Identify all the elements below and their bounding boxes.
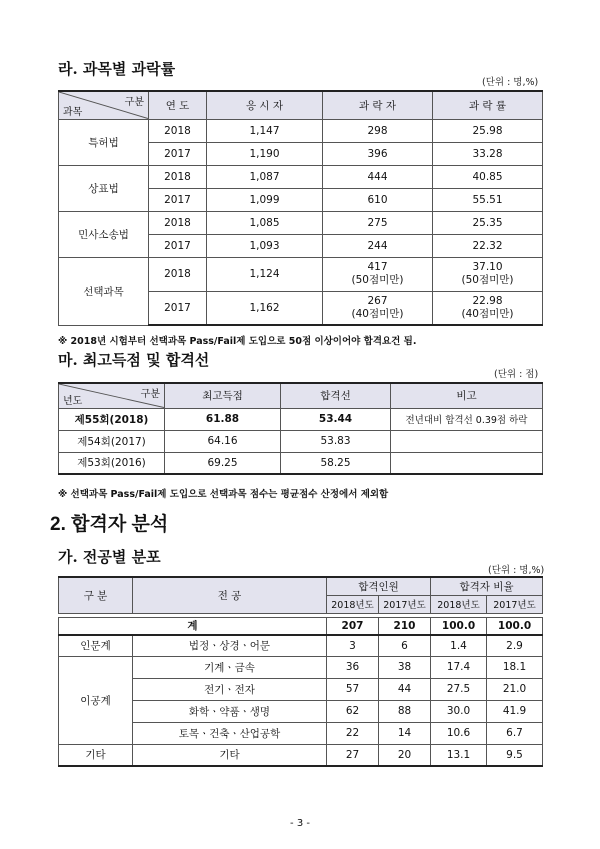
col-header: 합격인원: [327, 577, 431, 595]
col-header: 2017년도: [379, 595, 431, 613]
col-header: 합격자 비율: [431, 577, 543, 595]
table-row: 2017 1,099 610 55.51: [59, 188, 543, 211]
unit-label: (단위 : 명,%): [488, 565, 545, 576]
section-title-major-distribution: 가. 전공별 분포: [58, 548, 161, 566]
corner-header: 구분 과목: [59, 91, 149, 119]
col-header: 과 락 률: [433, 91, 543, 119]
table-row: 제55회(2018) 61.88 53.44 전년대비 합격선 0.39점 하락: [59, 408, 543, 430]
section-title-top-score: 마. 최고득점 및 합격선: [58, 351, 210, 369]
table-row: 민사소송법 2018 1,085 275 25.35: [59, 211, 543, 234]
fail-rate-table: [58, 90, 543, 326]
col-header: 합격선: [281, 383, 391, 408]
col-header: 2018년도: [431, 595, 487, 613]
table-row: 선택과목 2018 1,124 417 (50점미만) 37.10 (50점미만): [59, 257, 543, 291]
table-row: 기타 기타 27 20 13.1 9.5: [59, 744, 543, 766]
col-header: 최고득점: [165, 383, 281, 408]
corner-header: 구분 년도: [59, 383, 165, 408]
table-row: 상표법 2018 1,087 444 40.85: [59, 165, 543, 188]
table-row: 전기ㆍ전자 57 44 27.5 21.0: [59, 678, 543, 700]
table-row: 2017 1,190 396 33.28: [59, 142, 543, 165]
table-row: 이공계 기계ㆍ금속 36 38 17.4 18.1: [59, 656, 543, 678]
subject-cell: 특허법: [59, 119, 149, 165]
note-text: ※ 선택과목 Pass/Fail제 도입으로 선택과목 점수는 평균점수 산정에서 제외함: [58, 489, 389, 500]
total-row: 계 207 210 100.0 100.0: [59, 617, 543, 635]
subject-cell: 선택과목: [59, 257, 149, 325]
col-header: 2017년도: [487, 595, 543, 613]
top-score-table: [58, 382, 543, 475]
col-header: 연 도: [149, 91, 207, 119]
table-row: 2017 1,162 267 (40점미만) 22.98 (40점미만): [59, 291, 543, 325]
table-row: 2017 1,093 244 22.32: [59, 234, 543, 257]
subject-cell: 민사소송법: [59, 211, 149, 257]
table-row: 토목ㆍ건축ㆍ산업공학 22 14 10.6 6.7: [59, 722, 543, 744]
note-text: ※ 2018년 시험부터 선택과목 Pass/Fail제 도입으로 50점 이상이어야 합격요건 됨.: [58, 336, 417, 347]
page-number: - 3 -: [290, 818, 310, 829]
col-header: 구 분: [59, 577, 133, 613]
col-header: 전 공: [133, 577, 327, 613]
subject-cell: 상표법: [59, 165, 149, 211]
col-header: 비고: [391, 383, 543, 408]
table-row: 인문계 법정ㆍ상경ㆍ어문 3 6 1.4 2.9: [59, 635, 543, 656]
chapter-title: 2. 합격자 분석: [50, 514, 169, 535]
table-row: 제54회(2017) 64.16 53.83: [59, 430, 543, 452]
table-row: 화학ㆍ약품ㆍ생명 62 88 30.0 41.9: [59, 700, 543, 722]
col-header: 응 시 자: [207, 91, 323, 119]
section-title-fail-rate: 라. 과목별 과락률: [58, 60, 176, 78]
unit-label: (단위 : 점): [494, 369, 539, 380]
unit-label: (단위 : 명,%): [482, 77, 539, 88]
major-distribution-table: [58, 576, 543, 767]
table-row: 제53회(2016) 69.25 58.25: [59, 452, 543, 474]
col-header: 과 락 자: [323, 91, 433, 119]
table-row: 특허법 2018 1,147 298 25.98: [59, 119, 543, 142]
col-header: 2018년도: [327, 595, 379, 613]
